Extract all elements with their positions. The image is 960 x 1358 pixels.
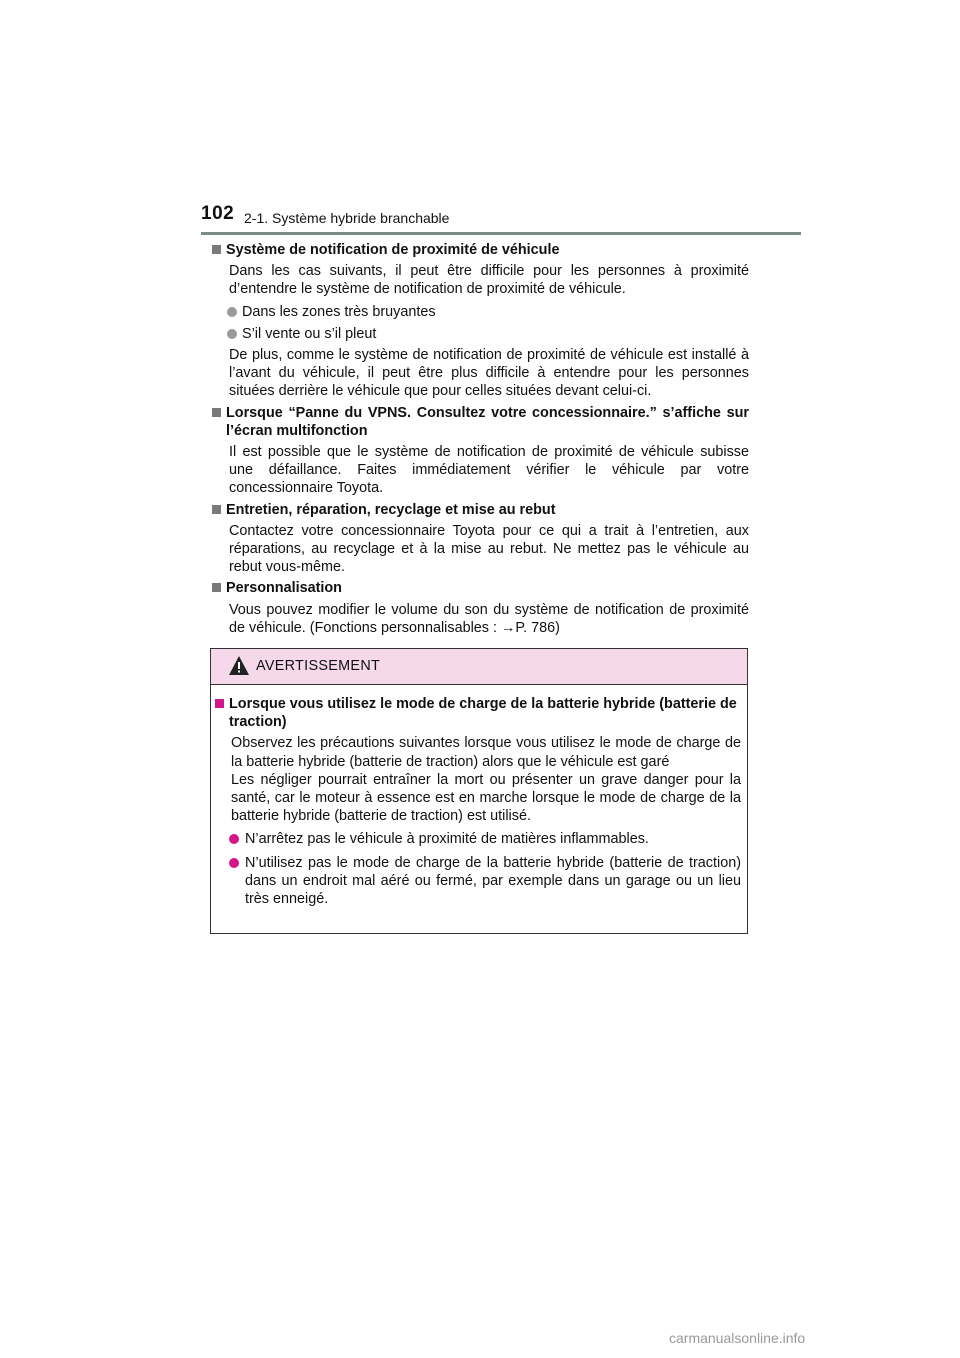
warning-heading: Lorsque vous utilisez le mode de charge de la batterie hybride (batterie de traction)	[229, 696, 737, 731]
paragraph: De plus, comme le système de notification de proximité de véhicule est installé à l’avant du véhicule, il peut être plus difficile à entendre pour les personnes situées derrière le véhicule que pour celles situées devant celui-ci.	[229, 347, 749, 400]
square-bullet-icon	[212, 505, 221, 514]
list-item: S’il vente ou s’il pleut	[212, 325, 749, 343]
paragraph: Dans les cas suivants, il peut être difficile pour les personnes à proximité d’entendre le système de notification de proximité de véhicule.	[229, 263, 749, 298]
list-item: N’utilisez pas le mode de charge de la batterie hybride (batterie de traction) dans un endroit mal aéré ou fermé, par exemple dans un garage ou un lieu très enneigé.	[215, 854, 741, 909]
section-proximity	[212, 241, 749, 401]
section-title: 2-1. Système hybride branchable	[244, 210, 450, 226]
warning-body	[211, 685, 747, 908]
paragraph: Contactez votre concessionnaire Toyota pour ce qui a trait à l’entretien, aux réparations, au recyclage et à la mise au rebut. Ne mettez pas le véhicule au rebut vous-même.	[229, 522, 749, 576]
section-customization	[212, 579, 749, 637]
square-bullet-icon	[212, 408, 221, 417]
section-heading: Entretien, réparation, recyclage et mise au rebut	[226, 501, 556, 518]
square-bullet-icon	[212, 245, 221, 254]
square-bullet-icon	[215, 699, 224, 708]
warning-box	[210, 648, 748, 934]
warning-title: AVERTISSEMENT	[256, 658, 381, 674]
header-divider	[201, 232, 801, 235]
section-heading: Système de notification de proximité de véhicule	[226, 242, 560, 258]
page-header	[0, 0, 960, 240]
section-heading: Personnalisation	[226, 580, 342, 597]
main-content	[212, 241, 749, 640]
section-maintenance	[212, 501, 749, 577]
section-vpns	[212, 404, 749, 498]
section-heading: Lorsque “Panne du VPNS. Consultez votre concessionnaire.” s’affiche sur l’écran multifonction	[226, 404, 749, 439]
bullet-dot-icon	[229, 834, 239, 844]
list-item: Dans les zones très bruyantes	[212, 303, 749, 321]
bullet-dot-icon	[227, 307, 237, 317]
watermark: carmanualsonline.info	[669, 1330, 806, 1346]
paragraph: Les négliger pourrait entraîner la mort ou présenter un grave danger pour la santé, car le moteur à essence est en marche lorsque le mode de charge de la batterie hybride (batterie de traction) est utilisé.	[231, 771, 741, 825]
list-item: N’arrêtez pas le véhicule à proximité de matières inflammables.	[215, 830, 741, 848]
warning-triangle-icon	[228, 655, 250, 677]
bullet-dot-icon	[229, 858, 239, 868]
warning-header	[211, 649, 747, 685]
paragraph: Observez les précautions suivantes lorsque vous utilisez le mode de charge de la batterie hybride (batterie de traction) alors que le véhicule est garé	[231, 735, 741, 770]
bullet-dot-icon	[227, 329, 237, 339]
paragraph: Vous pouvez modifier le volume du son du système de notification de proximité de véhicule. (Fonctions personnalisables : →P. 786)	[229, 601, 749, 636]
square-bullet-icon	[212, 583, 221, 592]
paragraph: Il est possible que le système de notification de proximité de véhicule subisse une défaillance. Faites immédiatement vérifier le véhicule par votre concessionnaire Toyota.	[229, 444, 749, 497]
page-number: 102	[201, 203, 235, 224]
